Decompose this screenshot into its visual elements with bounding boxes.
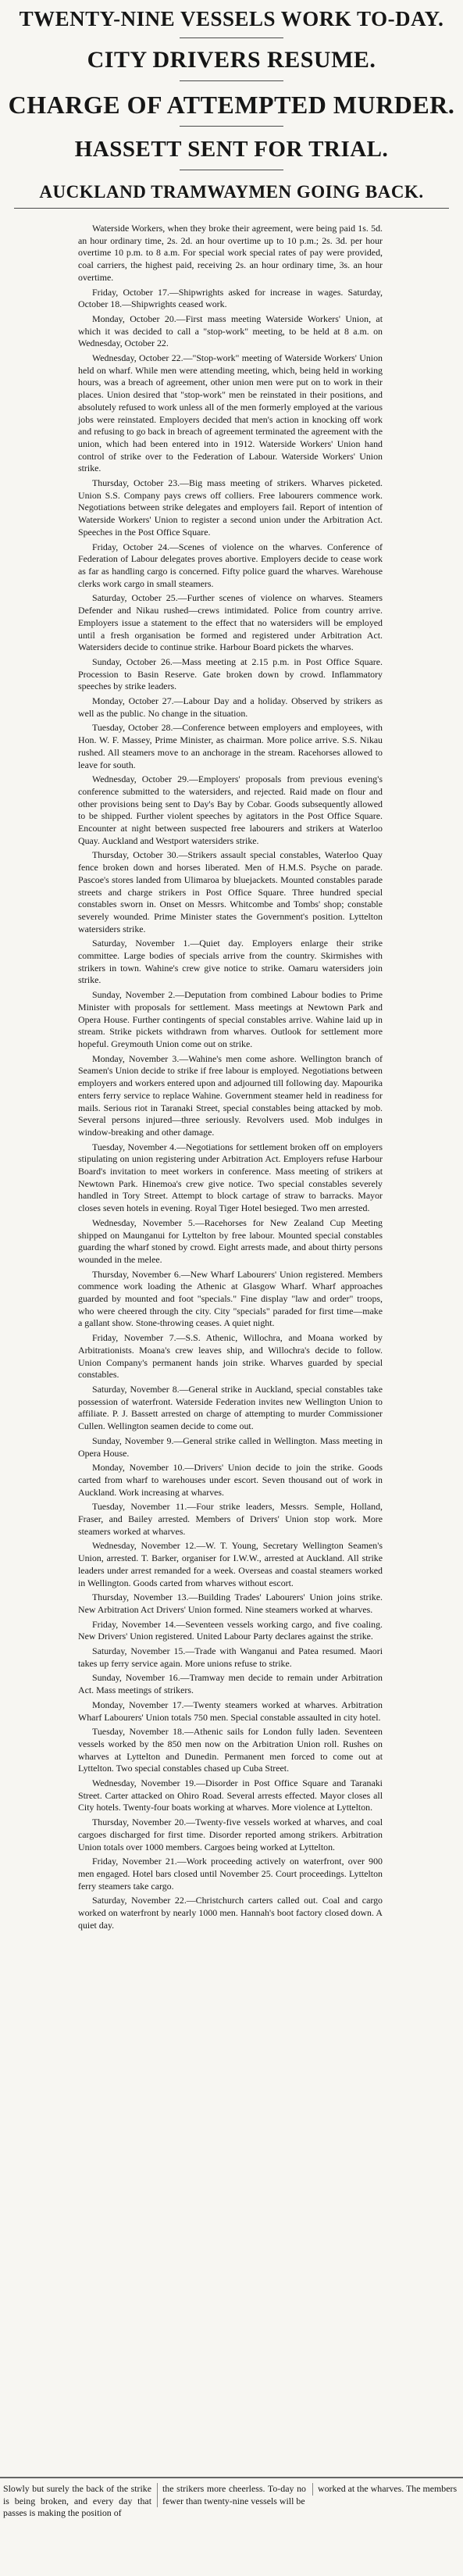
- paragraph: Saturday, October 25.—Further scenes of violence on wharves. Steamers Defender and Nikau rushed—crews intimidated. Police from country arrive. Employers issue a statement to the effect that no watersiders will be employed until a fresh organisation be formed and registered under Arbitration Act. Watersiders decide to continue strike. Harbour Board pickets the wharves.: [78, 592, 383, 653]
- paragraph: Wednesday, October 29.—Employers' proposals from previous evening's conference submitted to the watersiders, and rejected. Raid made on flour and other provisions being sent to Day's Bay by Cobar. Goods subsequently allowed to be shipped. Further violent speeches by agitators in the Post Office Square. Encounter at night between suspected free labourers and strikers at Waterloo Quay. Auckland and Westport watersiders strike.: [78, 774, 383, 846]
- paragraph: Sunday, November 9.—General strike called in Wellington. Mass meeting in Opera House.: [78, 1434, 383, 1459]
- headline-murder: CHARGE OF ATTEMPTED MURDER.: [8, 90, 455, 119]
- paragraph: Friday, October 17.—Shipwrights asked for increase in wages. Saturday, October 18.—Shipwrights ceased work.: [78, 286, 383, 310]
- paragraph: Saturday, November 22.—Christchurch carters called out. Coal and cargo worked on waterfront by nearly 1000 men. Hannah's boot factory closed down. A quiet day.: [78, 1895, 383, 1931]
- paragraph: Monday, November 17.—Twenty steamers worked at wharves. Arbitration Wharf Labourers' Union totals 750 men. Special constable assaulted in city hotel.: [78, 1699, 383, 1723]
- paragraph: Friday, November 14.—Seventeen vessels working cargo, and five coaling. New Drivers' Union registered. United Labour Party declares against the strike.: [78, 1618, 383, 1642]
- paragraph: Tuesday, November 18.—Athenic sails for London fully laden. Seventeen vessels worked by the 850 men now on the Arbitration Union roll. Rushes on wharves at Lyttelton and Dunedin. Permanent men forced to come out at Lyttelton. Two special constables chased up Cuba Street.: [78, 1726, 383, 1774]
- headline-hassett: HASSETT SENT FOR TRIAL.: [74, 137, 389, 163]
- paragraph: Thursday, October 23.—Big mass meeting of strikers. Wharves picketed. Union S.S. Company pays crews off colliers. Free labourers commence work. Negotiations between strike delegates and employers fail. Report of intention of Waterside Workers' Union to register a second union under the Arbitration Act. Speeches in the Post Office Square.: [78, 477, 383, 538]
- paragraph: Tuesday, November 11.—Four strike leaders, Messrs. Semple, Holland, Fraser, and Bailey arrested. Members of Drivers' Union stop work. More steamers worked at wharves.: [78, 1501, 383, 1537]
- headline-tramwaymen: AUCKLAND TRAMWAYMEN GOING BACK.: [39, 181, 424, 202]
- bottom-columns: [0, 2477, 463, 2576]
- chronology-body: [78, 223, 383, 1935]
- paragraph: Monday, October 27.—Labour Day and a holiday. Observed by strikers as well as the public. No change in the situation.: [78, 695, 383, 719]
- headline-drivers: CITY DRIVERS RESUME.: [87, 47, 376, 73]
- paragraph: Saturday, November 15.—Trade with Wanganui and Patea resumed. Maori takes up ferry service again. More unions refuse to strike.: [78, 1645, 383, 1669]
- paragraph: Thursday, November 20.—Twenty-five vessels worked at wharves, and coal cargoes discharged for first time. Disorder reported among strikers. Arbitration Union totals over 1000 members. Cargoes being worked at Lyttelton.: [78, 1817, 383, 1853]
- paragraph: Waterside Workers, when they broke their agreement, were being paid 1s. 5d. an hour ordinary time, 2s. 2d. an hour overtime up to 10 p.m.; 2s. 3d. per hour overtime 10 p.m. to 8 a.m. For special work special rates of pay were provided, coal carriers, the highest paid, receiving 2s. an hour ordinary time, 3s. an hour overtime.: [78, 223, 383, 283]
- paragraph: Tuesday, November 4.—Negotiations for settlement broken off on employers stipulating on union registering under Arbitration Act. Employers refuse Harbour Board's invitation to meet workers in conference. Mass meeting of strikers at Newtown Park. Hinemoa's crew give notice. Two special constables severely handled in Tory Street. Attempt to block cartage of straw to barracks. Mayor closes seven hotels in evening. Royal Tiger Hotel besieged. Two men arrested.: [78, 1141, 383, 1214]
- paragraph: Thursday, October 30.—Strikers assault special constables, Waterloo Quay fence broken down and horses liberated. Men of H.M.S. Psyche on parade. Pascoe's stores landed from Ulimaroa by bluejackets. Mounted constables parade streets and charge strikers in Post Office Square. Three hundred special constables sworn in. Onset on Messrs. Whitcombe and Tombs' shop; constable severely wounded. Prime Minister states the Government's position. Lyttelton watersiders strike.: [78, 849, 383, 934]
- paragraph: Saturday, November 1.—Quiet day. Employers enlarge their strike committee. Large bodies of specials arrive from the country. Skirmishes with strikers in town. Wahine's crew give notice to strike. Oamaru watersiders join strike.: [78, 938, 383, 986]
- column-3: worked at the wharves. The members: [312, 2483, 461, 2496]
- paragraph: Thursday, November 13.—Building Trades' Labourers' Union joins strike. New Arbitration Act Drivers' Union formed. Nine steamers worked at wharves.: [78, 1592, 383, 1615]
- divider: [180, 126, 283, 127]
- paragraph: Monday, November 3.—Wahine's men come ashore. Wellington branch of Seamen's Union decide to strike if free labour is employed. Negotiations between employers and workers entered upon and adjourned till following day. Mapourika enters ferry service to replace Wahine. Government steamer held in readiness for mails. Serious riot in Taranaki Street, special constables being attacked by mob. Several persons injured—three seriously. Revolvers used. Mob indulges in window-breaking and other damage.: [78, 1052, 383, 1138]
- paragraph: Monday, November 10.—Drivers' Union decide to join the strike. Goods carted from wharf to warehouses under escort. Seven thousand out of work in Auckland. Work increasing at wharves.: [78, 1462, 383, 1498]
- paragraph: Monday, October 20.—First mass meeting Waterside Workers' Union, at which it was decided to call a "stop-work" meeting, to be held at 8 a.m. on Wednesday, October 22.: [78, 313, 383, 349]
- paragraph: Friday, November 7.—S.S. Athenic, Willochra, and Moana worked by Arbitrationists. Moana's crew leaves ship, and Willochra's decide to follow. Union Company's permanent hands join strike. Wharves guarded by special constables.: [78, 1332, 383, 1381]
- paragraph: Wednesday, November 19.—Disorder in Post Office Square and Taranaki Street. Carter attacked on Ohiro Road. Several arrests effected. Mayor closes all City hotels. Twenty-four boats working at wharves. More violence at Lyttelton.: [78, 1777, 383, 1813]
- divider: [180, 80, 283, 81]
- paragraph: Tuesday, October 28.—Conference between employers and employees, with Hon. W. F. Massey, Prime Minister, as chairman. More police arrive. S.S. Nikau rushed. All steamers move to an anchorage in the stream. Racehorses allowed to leave for south.: [78, 722, 383, 770]
- paragraph: Friday, October 24.—Scenes of violence on the wharves. Conference of Federation of Labour delegates proves abortive. Employers decide to cease work as far as handling cargo is concerned. Fifty police guard the wharves. Warehouse clerks work cargo in small steamers.: [78, 541, 383, 589]
- paragraph: Sunday, November 16.—Tramway men decide to remain under Arbitration Act. Mass meetings of strikers.: [78, 1672, 383, 1696]
- paragraph: Thursday, November 6.—New Wharf Labourers' Union registered. Members commence work loading the Athenic at Glasgow Wharf. Wharf approaches guarded by mounted and foot "specials." Fine display "law and order" troops, who were cheered through the city. City "specials" paraded for first time—make a gallant show. Stone-throwing ceases. A quiet night.: [78, 1268, 383, 1329]
- paragraph: Saturday, November 8.—General strike in Auckland, special constables take possession of waterfront. Waterside Federation invites new Wellington Union to affiliate. P. J. Bassett arrested on charge of attempting to murder Commissioner Cullen. Wellington seamen decide to come out.: [78, 1383, 383, 1432]
- column-2: the strikers more cheerless. To-day no fewer than twenty-nine vessels will be: [157, 2483, 306, 2507]
- paragraph: Wednesday, November 5.—Racehorses for New Zealand Cup Meeting shipped on Maunganui for Lyttelton by free labour. Mounted special constables guarding the wharf stoned by crowd. Eight arrests made, and about thirty persons wounded in the melee.: [78, 1217, 383, 1265]
- paragraph: Wednesday, October 22.—"Stop-work" meeting of Waterside Workers' Union held on wharf. While men were attending meeting, which, being held in working hours, was a breach of agreement, other union men were put on to work in their places. Union desired that "stop-work" men be reinstated in their positions, and absolutely refused to work unless all of the men formerly employed at the various jobs were reinstated. Employers decided that men's action in knocking off work and refusing to go back in breach of agreement terminated the agreement with the union, which had been entered into in 1912. Waterside Workers' Union hand control of strike over to the Federation of Labour. Waterside Workers' Union strike.: [78, 352, 383, 474]
- paragraph: Sunday, October 26.—Mass meeting at 2.15 p.m. in Post Office Square. Procession to Basin Reserve. Gate broken down by crowd. Inflammatory speeches by strike leaders.: [78, 656, 383, 692]
- paragraph: Wednesday, November 12.—W. T. Young, Secretary Wellington Seamen's Union, arrested. T. Barker, organiser for I.W.W., arrested at Auckland. All strike leaders under arrest remanded for a week. Overseas and coastal steamers worked in Wellington. Goods carted from wharves without escort.: [78, 1540, 383, 1588]
- column-1: Slowly but surely the back of the strike is being broken, and every day that passes is making the position of: [3, 2483, 151, 2519]
- divider: [14, 208, 449, 209]
- paragraph: Sunday, November 2.—Deputation from combined Labour bodies to Prime Minister with proposals for settlement. Mass meetings at Newtown Park and Opera House. Further contingents of special constables arrive. Wahine laid up in stream. Strike pickets withdrawn from wharves. Outlook for settlement more hopeful. Greymouth Union come out on strike.: [78, 989, 383, 1049]
- paragraph: Friday, November 21.—Work proceeding actively on waterfront, over 900 men engaged. Hotel bars closed until November 25. Court proceedings. Lyttelton ferry steamers take cargo.: [78, 1856, 383, 1892]
- headline-vessels: TWENTY-NINE VESSELS WORK TO-DAY.: [19, 7, 444, 30]
